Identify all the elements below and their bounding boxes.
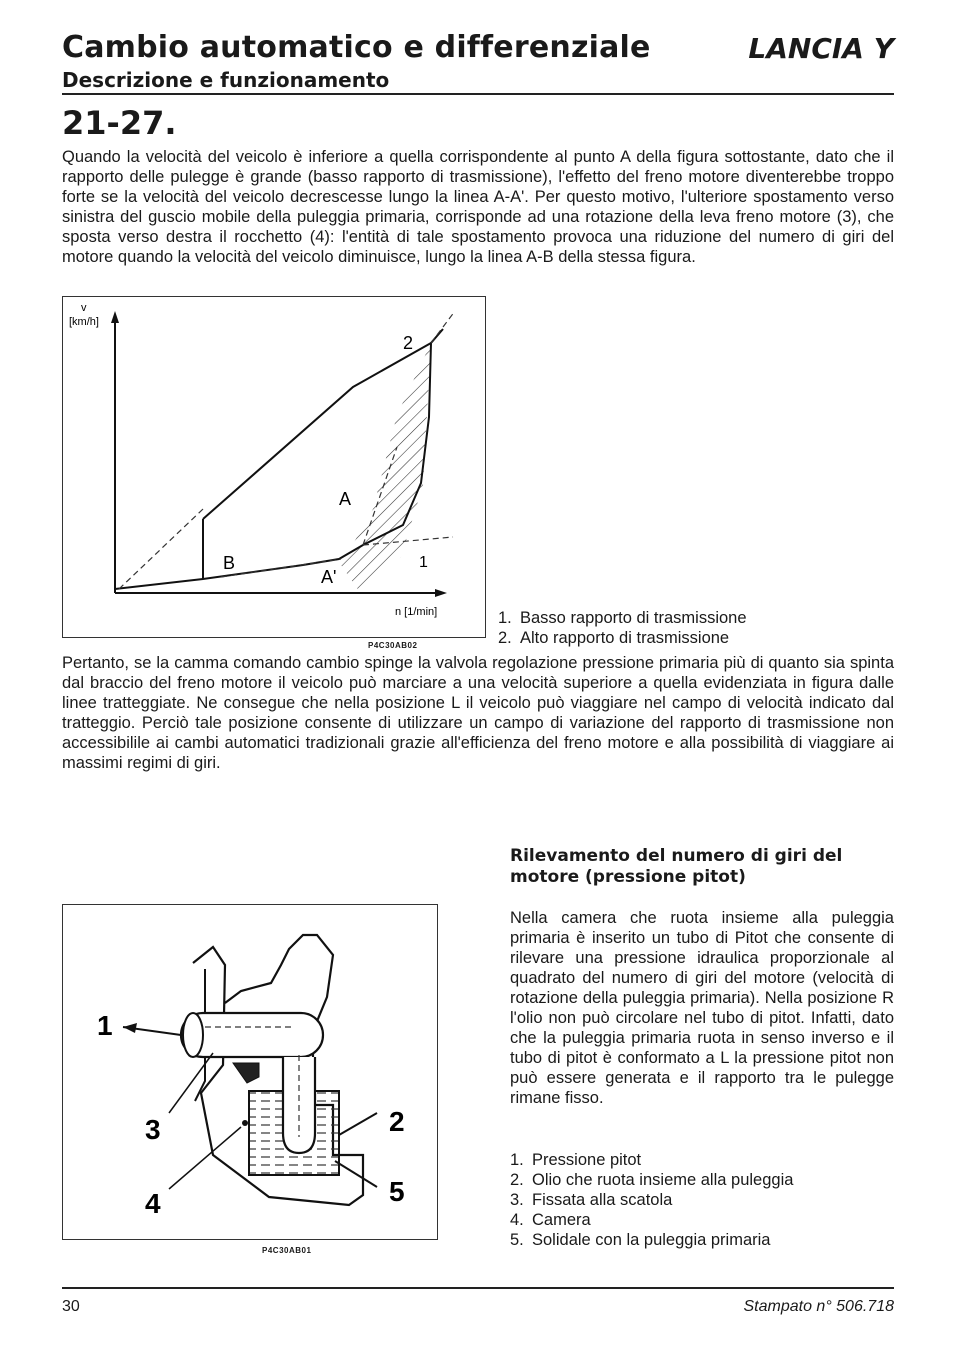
- figure1-legend: [498, 608, 747, 648]
- page-number: 30: [62, 1298, 80, 1315]
- pitot-illustration-svg: [63, 905, 437, 1239]
- pitot-label-4: 4: [145, 1188, 161, 1219]
- leader-4-dot: [242, 1120, 248, 1126]
- legend-item: 5. Solidale con la puleggia primaria: [510, 1231, 771, 1249]
- leader-1-arrow: [123, 1023, 137, 1033]
- legend-item: 1. Pressione pitot: [510, 1151, 642, 1169]
- pitot-paragraph: Nella camera che ruota insieme alla puleggia primaria è inserito un tubo di Pitot che consente di rilevare una pressione idraulica proporzionale al quadrato del numero di giri del motore (velocità di rotazione della puleggia primaria). Nella posizione R l'olio non può circolare nel tubo di pitot. Infatti, dato che la puleggia primaria ruota in senso inverso e il tubo di pitot è conformato a L la pressione pitot non può essere generata e il rapporto tra le pulegge rimane fisso.: [510, 909, 894, 1107]
- chart-label-a-prime: A': [321, 567, 337, 587]
- figure-pitot-illustration: [62, 904, 438, 1240]
- speed-chart-svg: [63, 297, 485, 637]
- chart-label-a: A: [339, 489, 352, 509]
- footer-rule: [62, 1287, 894, 1289]
- figure2-legend: [510, 1150, 793, 1250]
- leader-2: [339, 1113, 377, 1135]
- pitot-label-5: 5: [389, 1176, 405, 1207]
- chart-label-1: 1: [419, 554, 428, 571]
- section-number: 21-27.: [62, 104, 177, 142]
- dashed-low-line: [119, 509, 203, 589]
- pitot-label-3: 3: [145, 1114, 161, 1145]
- legend-item: 4. Camera: [510, 1211, 591, 1229]
- body-paragraph: Pertanto, se la camma comando cambio spinge la valvola regolazione pressione primaria più di quanto sia spinta dal braccio del freno motore il veicolo può marciare a una velocità superiore a quella evidenziata in figura dalle linee tratteggiate. Ne consegue che nella posizione L il veicolo può viaggiare nel campo di velocità indicato dal tratteggio. Perciò tale posizione consente di utilizzare un campo di variazione del rapporto di trasmissione non accessibilile ai cambi automatici tradizionali grazie all'efficienza del freno motore e alla possibilità di viaggiare ai massimi regimi di giri.: [62, 654, 894, 772]
- y-axis-arrow: [111, 311, 119, 323]
- print-reference: Stampato n° 506.718: [743, 1298, 894, 1315]
- dashed-line-2: [431, 311, 455, 343]
- figure-speed-chart: [62, 296, 486, 638]
- x-axis-arrow: [435, 589, 447, 597]
- intro-paragraph: Quando la velocità del veicolo è inferiore a quella corrispondente al punto A della figura sottostante, dato che il rapporto delle pulegge è grande (basso rapporto di trasmissione), l'effetto del freno motore diventerebbe troppo forte se la velocità del veicolo decrescesse lungo la linea A-A'. Per questo motivo, l'ulteriore spostamento verso sinistra del guscio mobile della puleggia primaria, corrisponde ad una rotazione della leva freno motore (3), che sposta verso destra il rocchetto (4): l'entità di tale spostamento provoca una riduzione del numero di giri del motore quando la velocità del veicolo diminuisce, lungo la linea A-B della stessa figura.: [62, 148, 894, 266]
- y-axis-label: v: [81, 302, 87, 314]
- section-heading-pitot: Rilevamento del numero di giri del motore (pressione pitot): [510, 846, 843, 887]
- page-title: Cambio automatico e differenziale: [62, 30, 651, 65]
- legend-item: 3. Fissata alla scatola: [510, 1191, 673, 1209]
- figure1-code: P4C30AB02: [368, 641, 418, 650]
- pitot-label-2: 2: [389, 1106, 405, 1137]
- legend-item: 2. Olio che ruota insieme alla puleggia: [510, 1171, 794, 1189]
- legend-item: 2. Alto rapporto di trasmissione: [498, 629, 730, 647]
- y-axis-unit: [km/h]: [69, 316, 99, 328]
- chart-label-b: B: [223, 553, 236, 573]
- hatched-region: [341, 343, 431, 591]
- pitot-tube-opening: [183, 1013, 203, 1057]
- pitot-label-1: 1: [97, 1010, 113, 1041]
- figure2-code: P4C30AB01: [262, 1246, 312, 1255]
- header-rule: [62, 93, 894, 95]
- x-axis-label: n [1/min]: [395, 606, 438, 618]
- brand-name: LANCIA Y: [748, 32, 894, 65]
- legend-item: 1. Basso rapporto di trasmissione: [498, 609, 747, 627]
- page-subtitle: Descrizione e funzionamento: [62, 68, 390, 92]
- chart-label-2: 2: [403, 333, 414, 353]
